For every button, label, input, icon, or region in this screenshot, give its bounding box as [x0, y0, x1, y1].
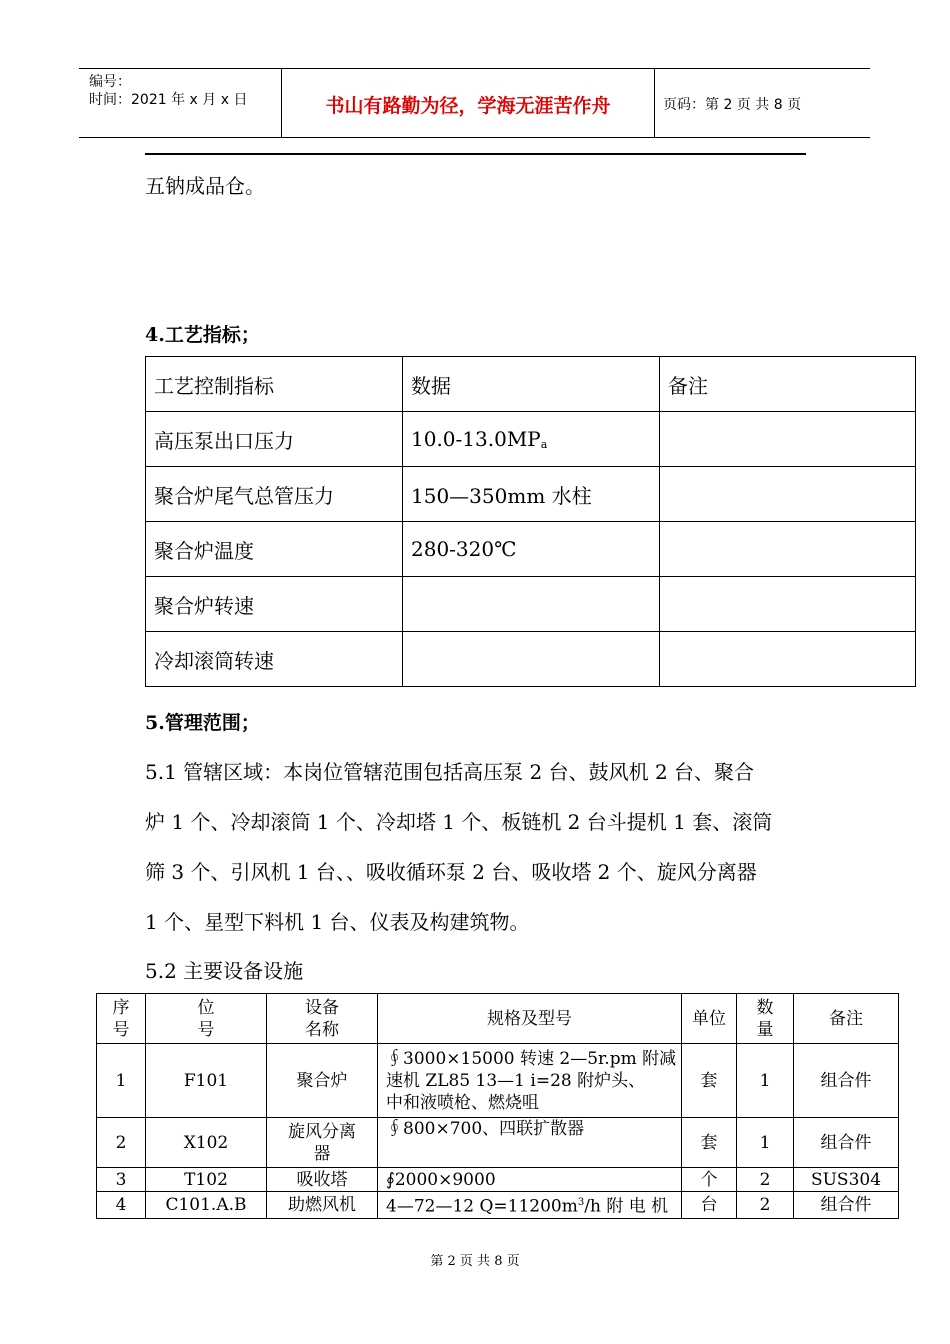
equipment-name-cell: 助燃风机 — [267, 1192, 378, 1219]
indicator-data — [403, 632, 660, 687]
note-cell: 组合件 — [794, 1044, 899, 1118]
indicator-name: 聚合炉转速 — [146, 577, 403, 632]
header-text: 位 — [197, 997, 215, 1018]
document-date: 时间：2021 年 x 月 x 日 — [89, 92, 248, 108]
header-cell: 备注 — [660, 357, 916, 412]
position-cell: C101.A.B — [146, 1192, 267, 1219]
indicator-note — [660, 577, 916, 632]
header-cell: 规格及型号 — [378, 994, 682, 1044]
table-row — [146, 522, 916, 577]
qty-cell: 2 — [737, 1168, 794, 1192]
indicator-name: 冷却滚筒转速 — [146, 632, 403, 687]
table-row — [146, 412, 916, 467]
paragraph-line: 炉 1 个、冷却滚筒 1 个、冷却塔 1 个、板链机 2 台斗提机 1 套、滚筒 — [145, 810, 773, 834]
header-motto: 书山有路勤为径，学海无涯苦作舟 — [325, 95, 611, 117]
header-text: 名称 — [305, 1019, 339, 1040]
spec-cell — [378, 1192, 682, 1219]
page-footer: 第 2 页 共 8 页 — [430, 1254, 520, 1269]
header-text: 号 — [112, 1019, 130, 1040]
header-cell: 数据 — [403, 357, 660, 412]
spec-text: /h 附 电 机 — [584, 1196, 669, 1217]
note-cell: SUS304 — [794, 1168, 899, 1192]
header-motto-cell — [281, 69, 655, 137]
table-row — [97, 1118, 899, 1168]
header-cell: 备注 — [794, 994, 899, 1044]
indicator-data: 280-320℃ — [403, 522, 660, 577]
spec-text: 4—72—12 Q=11200m — [386, 1196, 578, 1217]
spec-cell: ∮800×700、四联扩散器 — [378, 1118, 682, 1168]
name-line: 器 — [313, 1143, 331, 1164]
data-value: 10.0-13.0MP — [411, 427, 541, 451]
header-cell: 单位 — [682, 994, 737, 1044]
table-row — [97, 1168, 899, 1192]
table-row — [97, 1044, 899, 1118]
subsection-5-2-title: 5.2 主要设备设施 — [145, 959, 304, 983]
header-text: 数 — [756, 997, 774, 1018]
note-cell: 组合件 — [794, 1118, 899, 1168]
indicator-name: 聚合炉温度 — [146, 522, 403, 577]
process-indicator-table — [145, 356, 916, 687]
equipment-name-cell: 聚合炉 — [267, 1044, 378, 1118]
spec-line: 中和液喷枪、燃烧咀 — [386, 1092, 539, 1113]
indicator-note — [660, 632, 916, 687]
unit-cell: 台 — [682, 1192, 737, 1219]
document-number-label: 编号： — [89, 74, 131, 90]
header-text: 量 — [756, 1019, 774, 1040]
page-header — [79, 68, 870, 138]
indicator-name: 聚合炉尾气总管压力 — [146, 467, 403, 522]
paragraph-line: 筛 3 个、引风机 1 台、、吸收循环泵 2 台、吸收塔 2 个、旋风分离器 — [145, 860, 757, 884]
table-row — [146, 632, 916, 687]
qty-cell: 2 — [737, 1192, 794, 1219]
indicator-data — [403, 412, 660, 467]
section-5-title: 5.管理范围； — [145, 712, 260, 734]
note-cell: 组合件 — [794, 1192, 899, 1219]
spec-superscript: 3 — [577, 1197, 585, 1208]
name-line: 旋风分离 — [288, 1121, 356, 1142]
equipment-table — [96, 993, 899, 1219]
position-cell: F101 — [146, 1044, 267, 1118]
intro-text: 五钠成品仓。 — [145, 174, 265, 198]
unit-cell: 套 — [682, 1118, 737, 1168]
position-cell: T102 — [146, 1168, 267, 1192]
header-cell — [267, 994, 378, 1044]
data-subscript: a — [540, 438, 548, 451]
header-cell — [97, 994, 146, 1044]
spec-cell: ∮2000×9000 — [378, 1168, 682, 1192]
spec-line: ∮3000×15000 转速 2—5r.pm 附减 — [386, 1048, 677, 1069]
table-row — [146, 467, 916, 522]
header-text: 序 — [112, 997, 130, 1018]
header-rule — [145, 153, 806, 155]
qty-cell: 1 — [737, 1118, 794, 1168]
section-4-title: 4.工艺指标； — [145, 324, 260, 346]
header-cell: 工艺控制指标 — [146, 357, 403, 412]
spec-cell — [378, 1044, 682, 1118]
seq-cell: 3 — [97, 1168, 146, 1192]
header-page-cell — [655, 69, 870, 137]
table-header-row — [97, 994, 899, 1044]
header-text: 设备 — [305, 997, 339, 1018]
equipment-name-cell: 吸收塔 — [267, 1168, 378, 1192]
unit-cell: 个 — [682, 1168, 737, 1192]
header-text: 号 — [197, 1019, 215, 1040]
indicator-note — [660, 467, 916, 522]
unit-cell: 套 — [682, 1044, 737, 1118]
spec-line: 速机 ZL85 13—1 i=28 附炉头、 — [386, 1070, 646, 1091]
paragraph-line: 5.1 管辖区域：本岗位管辖范围包括高压泵 2 台、鼓风机 2 台、聚合 — [145, 760, 755, 784]
indicator-data — [403, 577, 660, 632]
table-row — [146, 577, 916, 632]
indicator-name: 高压泵出口压力 — [146, 412, 403, 467]
position-cell: X102 — [146, 1118, 267, 1168]
indicator-note — [660, 522, 916, 577]
table-row — [97, 1192, 899, 1219]
header-page-info: 页码：第 2 页 共 8 页 — [663, 97, 802, 113]
header-cell — [737, 994, 794, 1044]
paragraph-line: 1 个、星型下料机 1 台、仪表及构建筑物。 — [145, 910, 530, 934]
seq-cell: 2 — [97, 1118, 146, 1168]
header-cell — [146, 994, 267, 1044]
indicator-note — [660, 412, 916, 467]
seq-cell: 4 — [97, 1192, 146, 1219]
header-meta-cell — [79, 69, 281, 137]
seq-cell: 1 — [97, 1044, 146, 1118]
equipment-name-cell — [267, 1118, 378, 1168]
indicator-data: 150—350mm 水柱 — [403, 467, 660, 522]
qty-cell: 1 — [737, 1044, 794, 1118]
table-header-row — [146, 357, 916, 412]
